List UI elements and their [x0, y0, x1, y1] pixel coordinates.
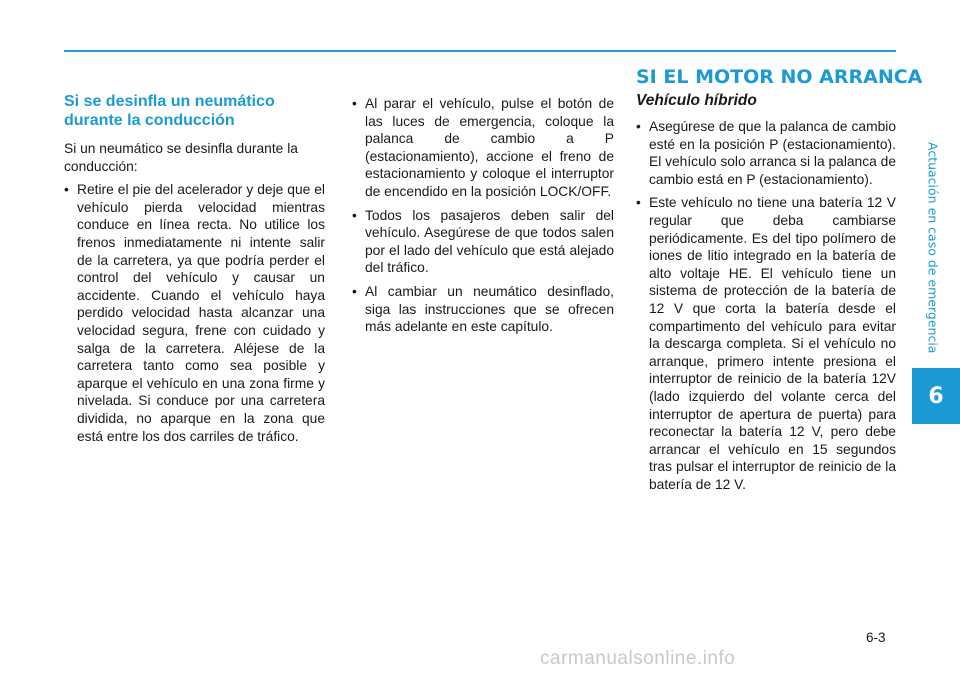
- list-item: • Al cambiar un neumático desinflado, siga las instrucciones que se ofrecen más adelante en este capítulo.: [352, 283, 614, 335]
- column-3: [636, 92, 896, 499]
- bullet-icon: •: [64, 182, 69, 198]
- bullet-icon: •: [352, 207, 357, 223]
- chapter-tab: [912, 368, 960, 424]
- bullet-icon: •: [352, 283, 357, 299]
- list-item: • Este vehículo no tiene una batería 12 V regular que deba cambiarse periódicamente. Es del tipo polímero de iones de litio integrado en la batería de alto voltaje HE. El vehículo tiene un sistema de protección de la batería de 12 V que corta la batería desde el compartimento del vehículo para evitar la descarga completa. Si el vehículo no arranque, primero intente presiona el interruptor de reinicio de la batería 12V (lado izquierdo del volante cerca del interruptor de apertura de puerta) para reconectar la batería 12 V, pero debe arrancar el vehículo en 15 segundos tras pulsar el interruptor de reinicio de la batería de 12 V.: [636, 195, 896, 492]
- flat-tire-intro: Si un neumático se desinfla durante la conducción:: [64, 141, 298, 174]
- list-item: • Al parar el vehículo, pulse el botón de las luces de emergencia, coloque la palanca de cambio a P (estacionamiento), accione el freno de estacionamiento y coloque el interruptor de encendido en la posición LOCK/OFF.: [352, 96, 614, 199]
- page-number: 6-3: [866, 630, 886, 645]
- hybrid-vehicle-list: [636, 118, 896, 493]
- bullet-icon: •: [636, 119, 641, 134]
- watermark: carmanualsonline.info: [540, 648, 736, 669]
- chapter-number: 6: [928, 383, 944, 409]
- column-1: [64, 92, 325, 451]
- bullet-icon: •: [352, 96, 357, 111]
- flat-tire-list: [64, 181, 325, 445]
- column-2: [352, 95, 614, 342]
- hybrid-vehicle-heading: Vehículo híbrido: [636, 92, 757, 109]
- bullet-icon: •: [636, 195, 641, 211]
- list-item: • Todos los pasajeros deben salir del vehículo. Asegúrese de que todos salen por el lado del vehículo que está alejado del tráfico.: [352, 207, 614, 276]
- chapter-side-label: Actuación en caso de emergencia: [925, 142, 941, 354]
- section-title: SI EL MOTOR NO ARRANCA: [636, 66, 923, 88]
- stop-vehicle-list: [352, 95, 614, 336]
- list-item: • Retire el pie del acelerador y deje que el vehículo pierda velocidad mientras conduce en línea recta. No utilice los frenos inmediatamente ni intente salir de la carretera, ya que podría perder el control del vehículo y causar un accidente. Cuando el vehículo haya perdido velocidad hasta alcanzar una velocidad segura, frene con cuidado y salga de la carretera. Aléjese de la carretera tanto como sea posible y aparque el vehículo en una zona firme y nivelada. Si conduce por una carretera dividida, no aparque en la zona que está entre los dos carriles de tráfico.: [64, 182, 325, 444]
- header-rule: [64, 50, 896, 52]
- flat-tire-heading: Si se desinfla un neumático durante la conducción: [64, 93, 275, 129]
- list-item: • Asegúrese de que la palanca de cambio esté en la posición P (estacionamiento). El vehículo solo arranca si la palanca de cambio está en P (estacionamiento).: [636, 119, 896, 187]
